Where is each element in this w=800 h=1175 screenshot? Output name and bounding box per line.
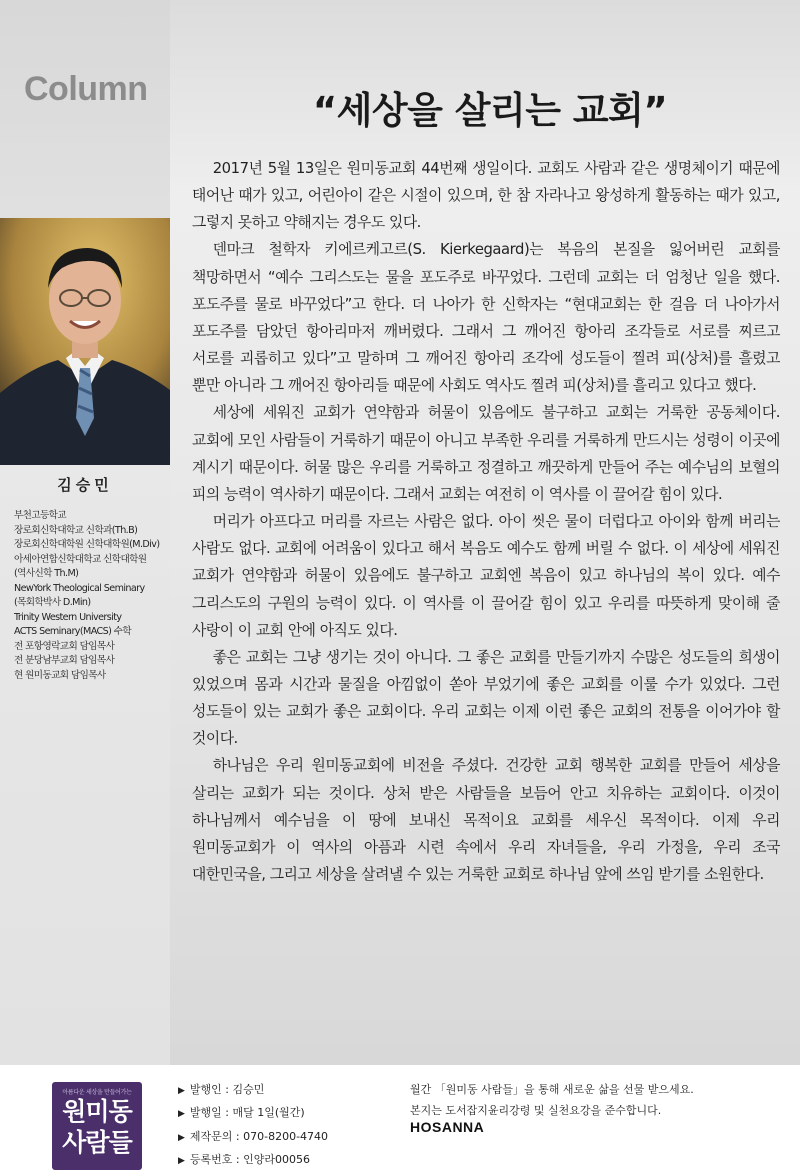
info-item [178,1079,328,1102]
bio-line: ACTS Seminary(MACS) 수학 [14,626,132,637]
bio-line: 부천고등학교 [14,510,67,521]
author-name: 김승민 [57,476,113,494]
article-title: “세상을 살리는 교회” [312,89,668,132]
bio-line: (역사신학 Th.M) [14,568,79,579]
article-paragraph: 하나님은 우리 원미동교회에 비전을 주셨다. 건강한 교회 행복한 교회를 만들어 세상을 살리는 교회가 되는 것이다. 상처 받은 사람들을 보듬어 안고 치유하는 교회이다. 이것이 하나님께서 예수님을 이 땅에 보내신 목적이요 교회를 세우신 목적이다. 이제 우리 원미동교회가 이 역사의 아픔과 시련 속에서 우리 자녀들을, 우리 가정을, 우리 조국 대한민국을, 그리고 세상을 살려낼 수 있는 거룩한 교회로 하나님 앞에 쓰임 받기를 소원한다. [192,757,780,884]
column-label: Column [24,70,148,108]
article-paragraph: 덴마크 철학자 키에르케고르(S. Kierkegaard)는 복음의 본질을 잃어버린 교회를 책망하면서 “예수 그리스도는 물을 포도주로 바꾸었다. 그런데 교회는 더 엄청난 일을 했다. 포도주를 물로 바꾸었다”고 한다. 더 나아가 한 신학자는 “현대교회는 한 걸음 더 나아가서 포도주를 담았던 항아리마저 깨버렸다. 그래서 그 깨어진 항아리 조각들로 서로를 찌르고 서로를 괴롭히고 있다”고 말하며 그 깨어진 항아리 조각에 성도들이 찔려 피(상처)를 흘렸고 뿐만 아니라 그 깨어진 항아리들 때문에 사회도 역사도 찔려 피(상처)를 흘리고 있다고 했다. [192,241,780,395]
bio-line: 현 원미동교회 담임목사 [14,669,106,681]
footer [0,1065,800,1175]
author-portrait-illustration [0,218,170,465]
info-contact: 제작문의 : 070-8200-4740 [189,1129,329,1143]
notice-line-1: 월간 「원미동 사람들」을 통해 새로운 삶을 선물 받으세요. [410,1083,694,1096]
triangle-bullet-icon: ▶ [178,1109,185,1120]
author-portrait [0,218,170,465]
brand-logo: HOSANNA [410,1119,485,1135]
logo-tagline: 아름다운 세상을 만들어가는 [62,1089,132,1096]
bio-line: 아세아연합신학대학교 신학대학원 [14,553,147,565]
triangle-bullet-icon: ▶ [178,1155,185,1166]
bio-line: 장로회신학대학원 신학대학원(M.Div) [14,539,160,550]
info-item [178,1149,328,1172]
article-paragraph: 좋은 교회는 그냥 생기는 것이 아니다. 그 좋은 교회를 만들기까지 수많은 성도들의 희생이 있었으며 몸과 시간과 물질을 아낌없이 쏟아 부었기에 좋은 교회를 이룰 수가 있었다. 그런 성도들이 있는 교회가 좋은 교회이다. 우리 교회는 이제 이런 좋은 교회의 전통을 이어가야 할 것이다. [192,648,780,748]
info-item [178,1126,328,1149]
bio-line: Trinity Western University [14,611,122,623]
info-issue-date: 발행일 : 매달 1일(월간) [189,1106,305,1120]
article-paragraph: 머리가 아프다고 머리를 자르는 사람은 없다. 아이 씻은 물이 더럽다고 아이와 함께 버리는 사람도 없다. 교회에 어려움이 있다고 해서 복음도 예수도 함께 버릴 수 없다. 이 세상에 세워진 교회가 연약함과 허물이 있음에도 불구하고 교회엔 복음이 있고 하나님의 복이 있다. 예수 그리스도의 구원의 능력이 있다. 이 역사를 이 끌어갈 힘이 있고 우리를 따뜻하게 맞이해 줄 사랑이 이 교회 안에 아직도 있다. [192,513,780,639]
magazine-logo [52,1082,142,1170]
bio-line: 전 포항영락교회 담임목사 [14,640,115,652]
footer-notice [410,1079,694,1122]
bio-line: 전 분당남부교회 담임목사 [14,655,115,666]
sidebar [0,0,170,1065]
article-paragraph: 세상에 세워진 교회가 연약함과 허물이 있음에도 불구하고 교회는 거룩한 공동체이다. 교회에 모인 사람들이 거룩하기 때문이 아니고 부족한 우리를 거룩하게 만드시는 성령이 이곳에 계시기 때문이다. 허물 많은 우리를 거룩하고 정결하고 깨끗하게 만들어 주는 예수님의 보혈의 피의 능력이 역사하기 때문이다. 그래서 교회는 여전히 이 역사를 이 끌어갈 힘이 있다. [192,404,780,503]
article-paragraph: 2017년 5월 13일은 원미동교회 44번째 생일이다. 교회도 사람과 같은 생명체이기 때문에 태어난 때가 있고, 어린아이 같은 시절이 있으며, 한 참 자라나고 왕성하게 활동하는 때가 있고, 그렇지 못하고 약해지는 경우도 있다. [192,160,780,232]
info-registration: 등록번호 : 인양라00056 [189,1152,310,1166]
info-item [178,1102,328,1125]
notice-line-2: 본지는 도서잡지윤리강령 및 실천요강을 준수합니다. [410,1104,662,1118]
logo-line-2: 사람들 [62,1128,132,1157]
bio-line: NewYork Theological Seminary [14,582,145,594]
logo-line-1: 원미동 [62,1097,132,1126]
author-bio [14,509,170,683]
article-body [192,155,780,888]
info-publisher: 발행인 : 김승민 [189,1083,265,1096]
triangle-bullet-icon: ▶ [178,1086,185,1096]
triangle-bullet-icon: ▶ [178,1132,185,1143]
bio-line: (목회학박사 D.Min) [14,597,91,608]
publication-info [178,1079,328,1172]
bio-line: 장로회신학대학교 신학과(Th.B) [14,524,138,536]
